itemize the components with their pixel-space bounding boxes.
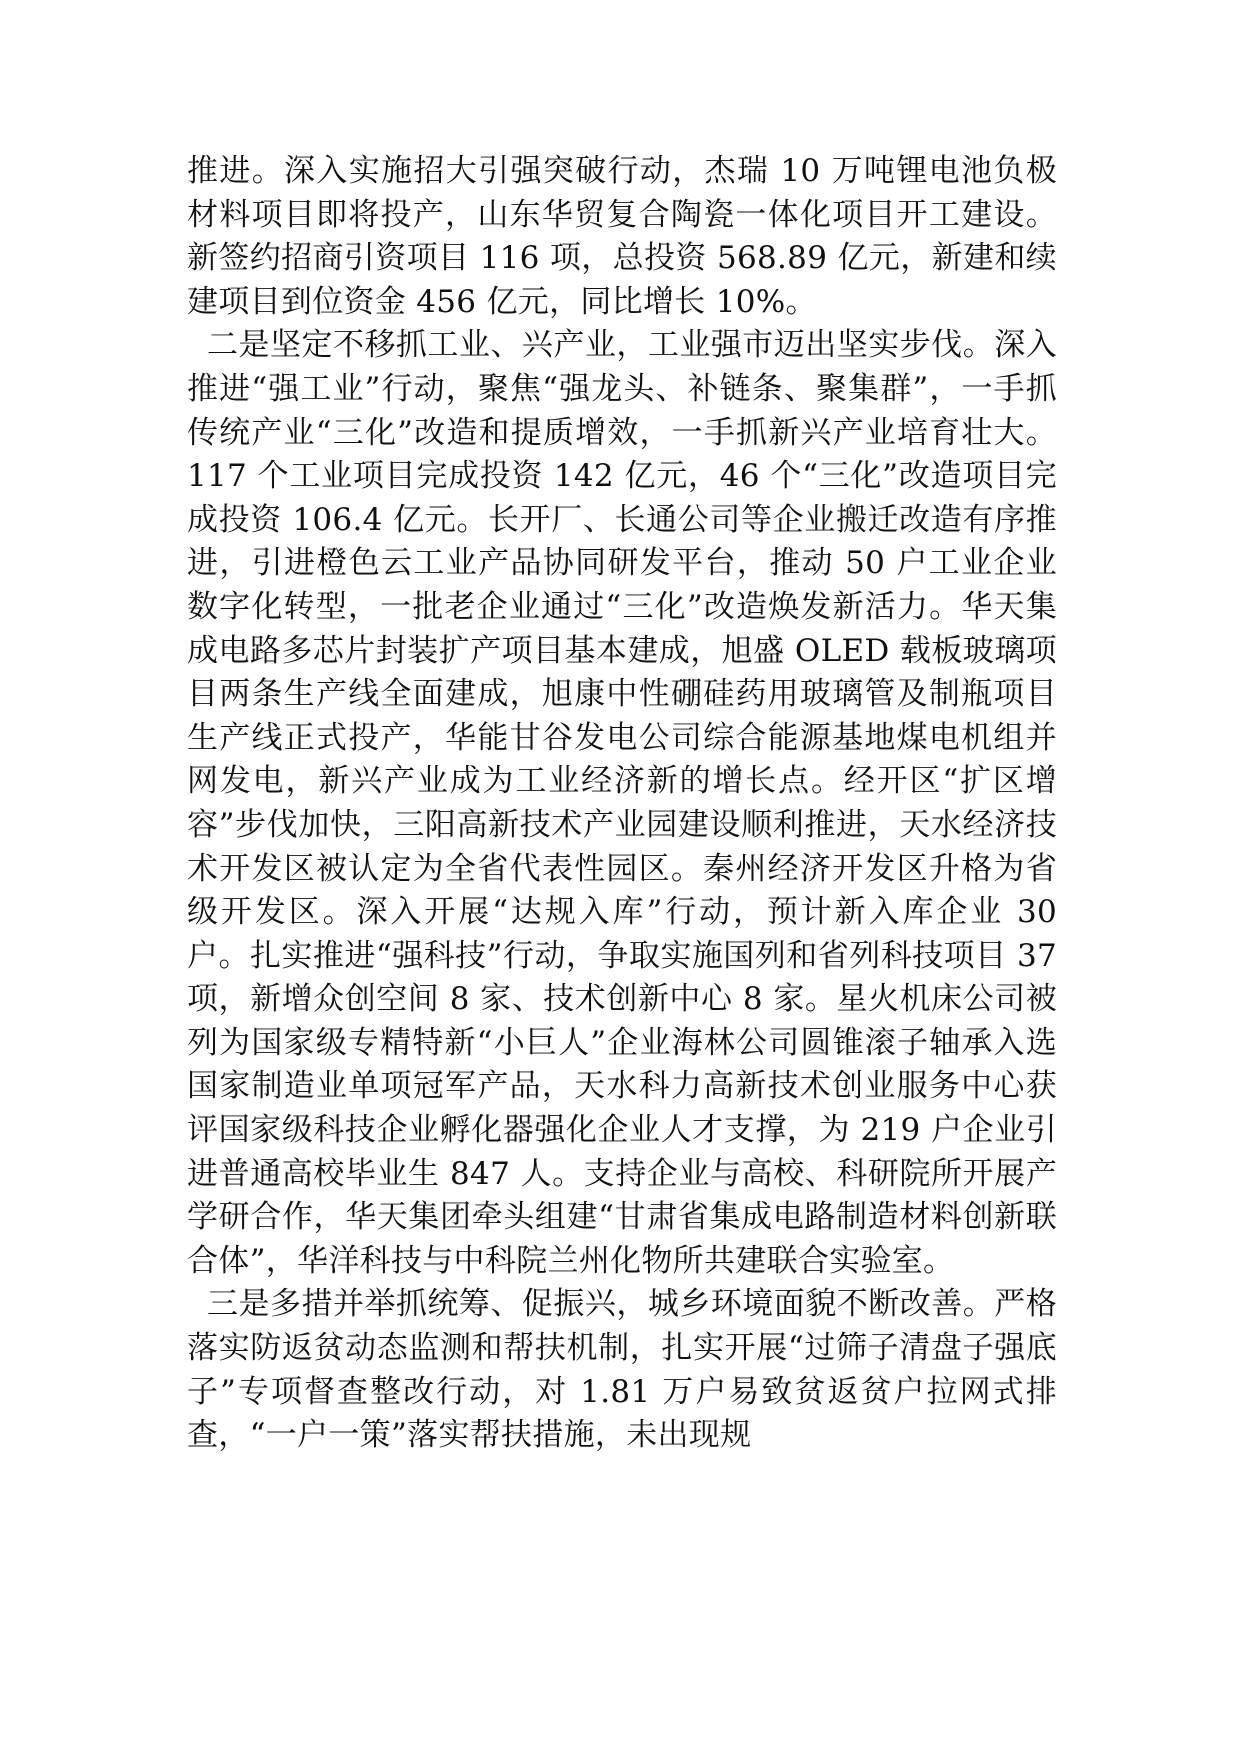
paragraph-industry: 二是坚定不移抓工业、兴产业，工业强市迈出坚实步伐。深入推进“强工业”行动，聚焦“强龙头、补链条、聚集群”，一手抓传统产业“三化”改造和提质增效，一手抓新兴产业培育壮大。117 个工业项目完成投资 142 亿元，46 个“三化”改造项目完成投资 106.4 亿元。长开厂、长通公司等企业搬迁改造有序推进，引进橙色云工业产品协同研发平台，推动 50 户工业企业数字化转型，一批老企业通过“三化”改造焕发新活力。华天集成电路多芯片封装扩产项目基本建成，旭盛 OLED 载板玻璃项目两条生产线全面建成，旭康中性硼硅药用玻璃管及制瓶项目生产线正式投产，华能甘谷发电公司综合能源基地煤电机组并网发电，新兴产业成为工业经济新的增长点。经开区“扩区增容”步伐加快，三阳高新技术产业园建设顺利推进，天水经济技术开发区被认定为全省代表性园区。秦州经济开发区升格为省级开发区。深入开展“达规入库”行动，预计新入库企业 30 户。扎实推进“强科技”行动，争取实施国列和省列科技项目 37 项，新增众创空间 8 家、技术创新中心 8 家。星火机床公司被列为国家级专精特新“小巨人”企业海林公司圆锥滚子轴承入选国家制造业单项冠军产品，天水科力高新技术创业服务中心获评国家级科技企业孵化器强化企业人才支撑，为 219 户企业引进普通高校毕业生 847 人。支持企业与高校、科研院所开展产学研合作，华天集团牵头组建“甘肃省集成电路制造材料创新联合体”，华洋科技与中科院兰州化物所共建联合实验室。 bbox=[187, 327, 1057, 1279]
document-page bbox=[187, 150, 1057, 1458]
paragraph-investment-continuation: 推进。深入实施招大引强突破行动，杰瑞 10 万吨锂电池负极材料项目即将投产，山东华贸复合陶瓷一体化项目开工建设。新签约招商引资项目 116 项，总投资 568.89 亿元，新建和续建项目到位资金 456 亿元，同比增长 10%。 bbox=[187, 153, 1057, 320]
paragraph-urban-rural: 三是多措并举抓统筹、促振兴，城乡环境面貌不断改善。严格落实防返贫动态监测和帮扶机制，扎实开展“过筛子清盘子强底子”专项督查整改行动，对 1.81 万户易致贫返贫户拉网式排查，“一户一策”落实帮扶措施，未出现规 bbox=[187, 1286, 1057, 1454]
